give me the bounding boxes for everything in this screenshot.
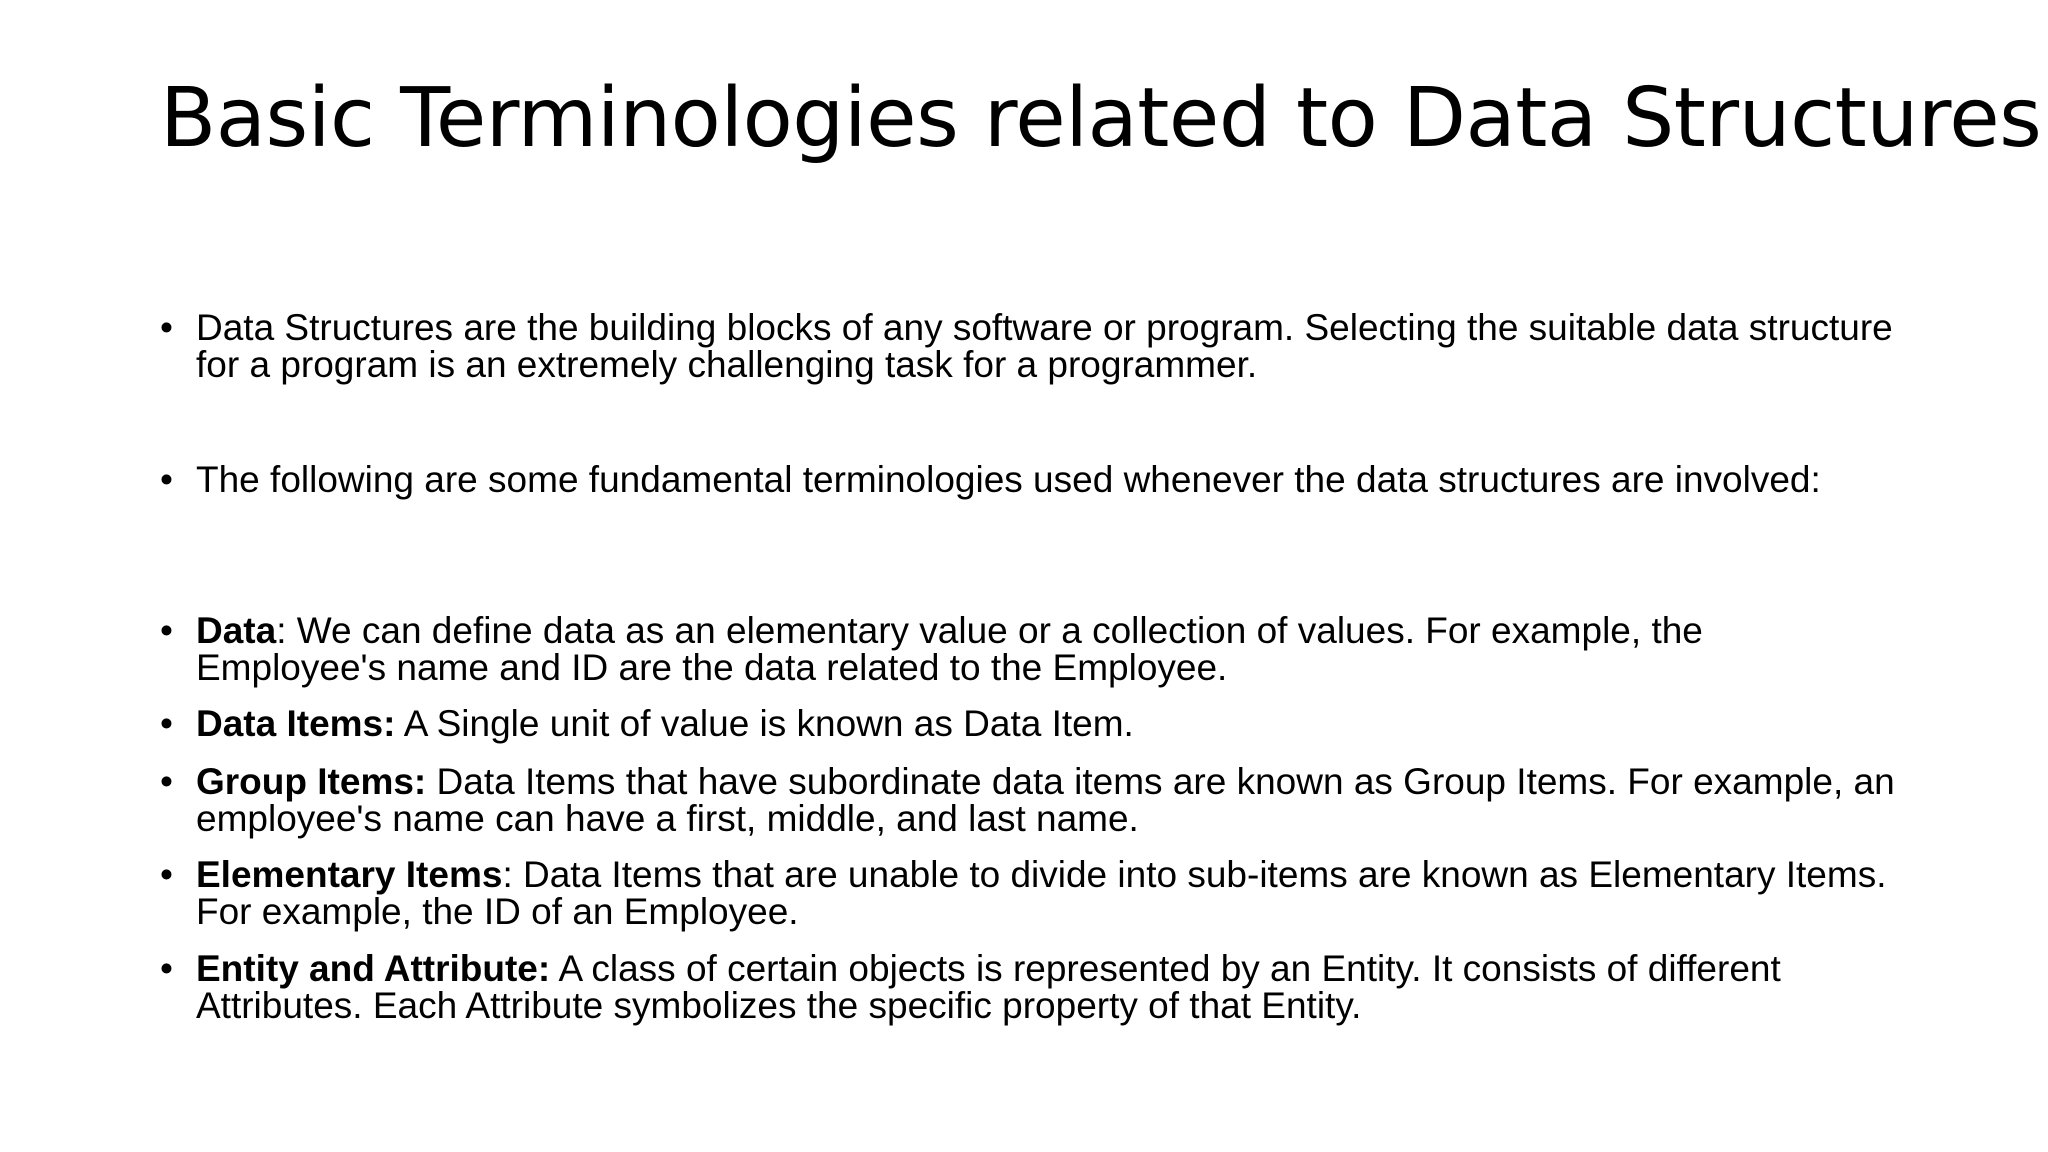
bullet-term: Data <box>196 610 277 651</box>
bullet-dot-icon: • <box>160 459 173 500</box>
bullet-item <box>160 705 1900 742</box>
bullet-text: Data Items that have subordinate data items are known as Group Items. For example, an employee's name can have a first, middle, and last name. <box>196 761 1895 839</box>
bullet-text: Data Structures are the building blocks of any software or program. Selecting the suitable data structure for a program is an extremely challenging task for a programmer. <box>196 307 1893 385</box>
bullet-separator <box>426 761 436 802</box>
bullet-item <box>160 309 1900 383</box>
bullet-text: We can define data as an elementary value or a collection of values. For example, the Employee's name and ID are the data related to the Employee. <box>196 610 1703 688</box>
bullet-term: Elementary Items <box>196 854 503 895</box>
bullet-dot-icon: • <box>160 307 173 348</box>
bullet-separator: : <box>502 854 523 895</box>
bullet-text: A Single unit of value is known as Data Item. <box>403 703 1134 744</box>
bullet-dot-icon: • <box>160 703 173 744</box>
bullet-item <box>160 856 1900 930</box>
bullet-term: Entity and Attribute: <box>196 948 551 989</box>
slide-title: Basic Terminologies related to Data Structures <box>160 71 2042 166</box>
bullet-dot-icon: • <box>160 761 173 802</box>
bullet-text: Data Items that are unable to divide into sub-items are known as Elementary Items. For example, the ID of an Employee. <box>196 854 1887 932</box>
bullet-item <box>160 950 1900 1024</box>
bullet-item <box>160 612 1900 686</box>
bullet-text: The following are some fundamental terminologies used whenever the data structures are involved: <box>196 459 1821 500</box>
bullet-dot-icon: • <box>160 854 173 895</box>
bullet-item <box>160 461 1900 498</box>
bullet-term: Group Items: <box>196 761 427 802</box>
bullet-term: Data Items: <box>196 703 396 744</box>
bullet-dot-icon: • <box>160 610 173 651</box>
bullet-dot-icon: • <box>160 948 173 989</box>
bullet-text: A class of certain objects is represented by an Entity. It consists of different Attributes. Each Attribute symbolizes the specific property of that Entity. <box>196 948 1781 1026</box>
bullet-separator: : <box>276 610 297 651</box>
bullet-separator <box>395 703 403 744</box>
bullet-item <box>160 763 1900 837</box>
